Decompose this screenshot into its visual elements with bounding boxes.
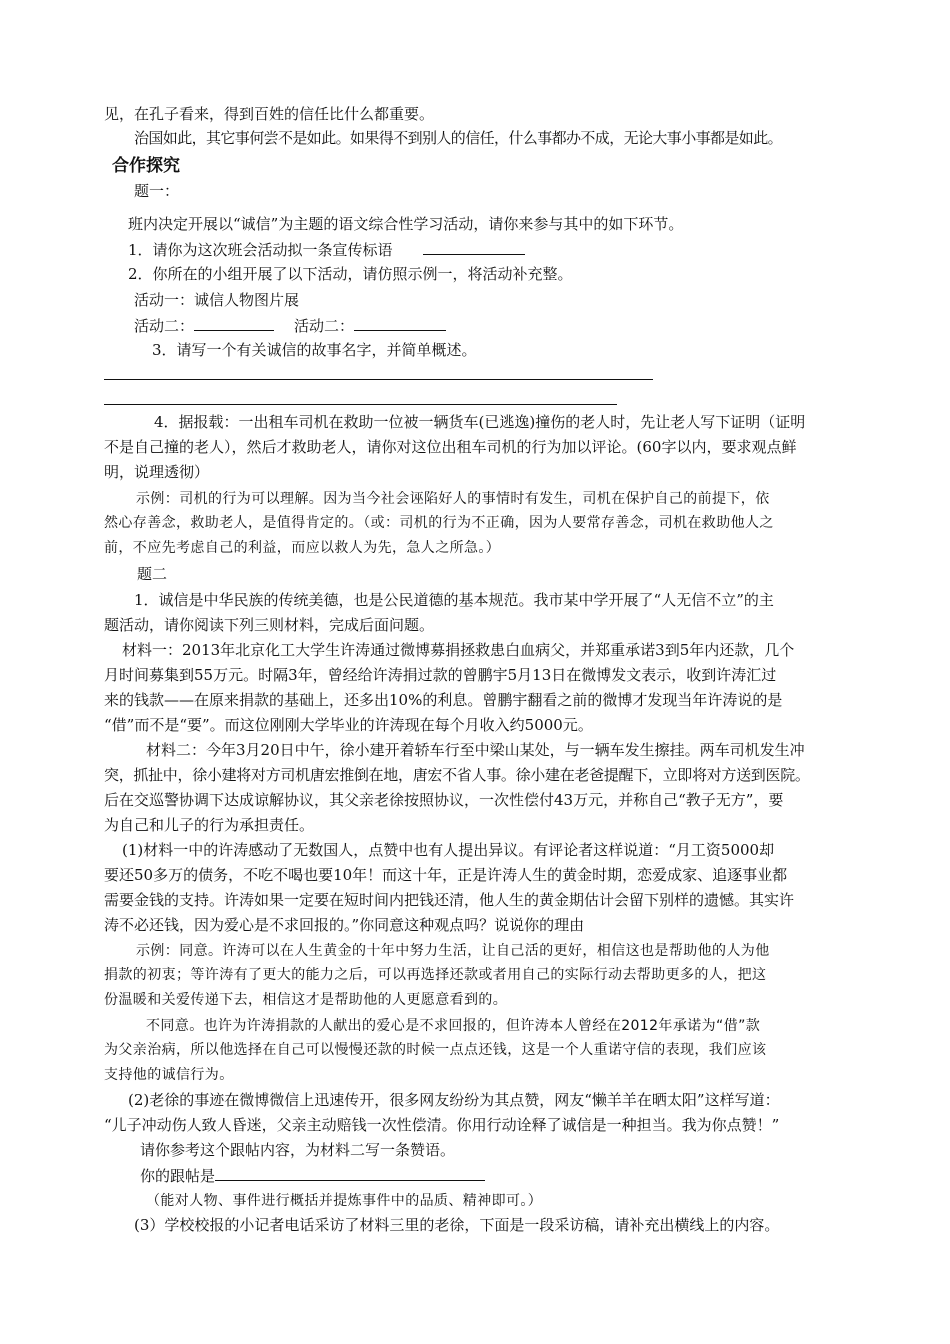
q1-item1-text: 1．请你为这次班会活动拟一条宣传标语 bbox=[128, 241, 393, 259]
q2-p1-line-2: 题活动，请你阅读下列三则材料，完成后面问题。 bbox=[104, 616, 435, 634]
q1-item4-line-2: 不是自己撞的老人），然后才救助老人，请你对这位出租车司机的行为加以评论。(60字以内，要求观点鲜 bbox=[104, 438, 797, 456]
answer-1-line-3: 份温暖和关爱传递下去，相信这才是帮助他的人更愿意看到的。 bbox=[104, 992, 508, 1008]
activity-row bbox=[134, 314, 446, 338]
section-title: 合作探究 bbox=[112, 156, 180, 176]
activity-2a-label: 活动二： bbox=[134, 317, 195, 335]
reply-hint: （能对人物、事件进行概括并提炼事件中的品质、精神即可。） bbox=[146, 1193, 543, 1209]
sub-question-2-line-1: (2)老徐的事迹在微博微信上迅速传开，很多网友纷纷为其点赞，网友“懒羊羊在晒太阳”这样写道： bbox=[128, 1091, 780, 1109]
reply-row bbox=[140, 1164, 485, 1188]
story-answer-line-2[interactable] bbox=[104, 404, 617, 405]
sub-question-1-line-1: (1)材料一中的许涛感动了无数国人，点赞中也有人提出异议。有评论者这样说道：“月工资5000却 bbox=[122, 841, 775, 859]
activity-1: 活动一：诚信人物图片展 bbox=[134, 291, 300, 309]
sub-question-2-line-2: “儿子冲动伤人致人昏迷，父亲主动赔钱一次性偿清。你用行动诠释了诚信是一种担当。我为你点赞！” bbox=[104, 1116, 780, 1134]
activity-2a-blank[interactable] bbox=[194, 314, 274, 331]
q1-intro: 班内决定开展以“诚信”为主题的语文综合性学习活动，请你来参与其中的如下环节。 bbox=[128, 215, 684, 233]
sub-question-1-line-3: 需要金钱的支持。许涛如果一定要在短时间内把钱还清，他人生的黄金期估计会留下别样的遗憾。其实许 bbox=[104, 891, 795, 909]
q1-example-line-3: 前，不应先考虑自己的利益，而应以救人为先，急人之所急。） bbox=[104, 540, 501, 556]
activity-2b-blank[interactable] bbox=[354, 314, 446, 331]
q2-title: 题二 bbox=[137, 565, 168, 583]
answer-1-line-1: 示例：同意。许涛可以在人生黄金的十年中努力生活，让自己活的更好，相信这也是帮助他的人为他 bbox=[136, 943, 770, 959]
intro-line-2: 治国如此，其它事何尝不是如此。如果得不到别人的信任，什么事都办不成，无论大事小事都是如此。 bbox=[134, 129, 783, 147]
q1-example-line-2: 然心存善念，救助老人，是值得肯定的。（或：司机的行为不正确，因为人要常存善念，司机在救助他人之 bbox=[104, 515, 774, 531]
q2-p1-line-1: 1．诚信是中华民族的传统美德，也是公民道德的基本规范。我市某中学开展了“人无信不立”的主 bbox=[134, 591, 774, 609]
q1-example-line-1: 示例：司机的行为可以理解。因为当今社会诬陷好人的事情时有发生，司机在保护自己的前提下，依 bbox=[136, 491, 770, 507]
answer-2-line-2: 为父亲治病，所以他选择在自己可以慢慢还款的时候一点点还钱，这是一个人重诺守信的表现，我们应该 bbox=[104, 1042, 767, 1058]
answer-1-line-2: 捐款的初衷；等许涛有了更大的能力之后，可以再选择还款或者用自己的实际行动去帮助更多的人，把这 bbox=[104, 967, 767, 983]
sub-question-3-line-1: (3）学校校报的小记者电话采访了材料三里的老徐，下面是一段采访稿，请补充出横线上的内容。 bbox=[134, 1216, 780, 1234]
slogan-answer-blank[interactable] bbox=[423, 238, 525, 255]
answer-2-line-3: 支持他的诚信行为。 bbox=[104, 1067, 234, 1083]
q1-item2: 2．你所在的小组开展了以下活动，请仿照示例一，将活动补充整。 bbox=[128, 265, 573, 283]
q1-item1 bbox=[128, 238, 525, 262]
material-2-line-1: 材料二：今年3月20日中午，徐小建开着轿车行至中梁山某处，与一辆车发生擦挂。两车司机发生冲 bbox=[146, 741, 805, 759]
answer-2-line-1: 不同意。也许为许涛捐款的人献出的爱心是不求回报的，但许涛本人曾经在2012年承诺为“借”款 bbox=[146, 1018, 761, 1034]
reply-answer-blank[interactable] bbox=[215, 1164, 485, 1181]
intro-line-1: 见，在孔子看来，得到百姓的信任比什么都重要。 bbox=[104, 105, 435, 123]
q1-item3: 3．请写一个有关诚信的故事名字，并简单概述。 bbox=[152, 341, 477, 359]
q1-item4-line-1: 4．据报载：一出租车司机在救助一位被一辆货车(已逃逸)撞伤的老人时，先让老人写下证明（证明 bbox=[154, 413, 806, 431]
material-1-line-2: 月时间募集到55万元。时隔3年，曾经给许涛捐过款的曾鹏宇5月13日在微博发文表示，收到许涛汇过 bbox=[104, 666, 777, 684]
sub-question-2-line-3: 请你参考这个跟帖内容，为材料二写一条赞语。 bbox=[140, 1141, 456, 1159]
q1-item4-line-3: 明，说理透彻） bbox=[104, 463, 210, 481]
material-1-line-1: 材料一：2013年北京化工大学生许涛通过微博募捐拯救患白血病父，并郑重承诺3到5年内还款，几个 bbox=[122, 641, 795, 659]
sub-question-1-line-2: 要还50多万的债务，不吃不喝也要10年！而这十年，正是许涛人生的黄金时期，恋爱成家、追逐事业都 bbox=[104, 866, 788, 884]
q1-title: 题一： bbox=[134, 182, 180, 200]
reply-label: 你的跟帖是 bbox=[140, 1167, 216, 1185]
material-1-line-4: “借”而不是“要”。而这位刚刚大学毕业的许涛现在每个月收入约5000元。 bbox=[104, 716, 593, 734]
material-1-line-3: 来的钱款——在原来捐款的基础上，还多出10%的利息。曾鹏宇翻看之前的微博才发现当年许涛说的是 bbox=[104, 691, 783, 709]
material-2-line-2: 突，抓扯中，徐小建将对方司机唐宏推倒在地，唐宏不省人事。徐小建在老爸提醒下，立即将对方送到医院。 bbox=[104, 766, 810, 784]
story-answer-line-1[interactable] bbox=[104, 379, 653, 380]
sub-question-1-line-4: 涛不必还钱，因为爱心是不求回报的。”你同意这种观点吗？说说你的理由 bbox=[104, 916, 585, 934]
activity-2b-label: 活动二： bbox=[294, 317, 355, 335]
material-2-line-4: 为自己和儿子的行为承担责任。 bbox=[104, 816, 315, 834]
material-2-line-3: 后在交巡警协调下达成谅解协议，其父亲老徐按照协议，一次性偿付43万元，并称自己“教子无方”，要 bbox=[104, 791, 784, 809]
